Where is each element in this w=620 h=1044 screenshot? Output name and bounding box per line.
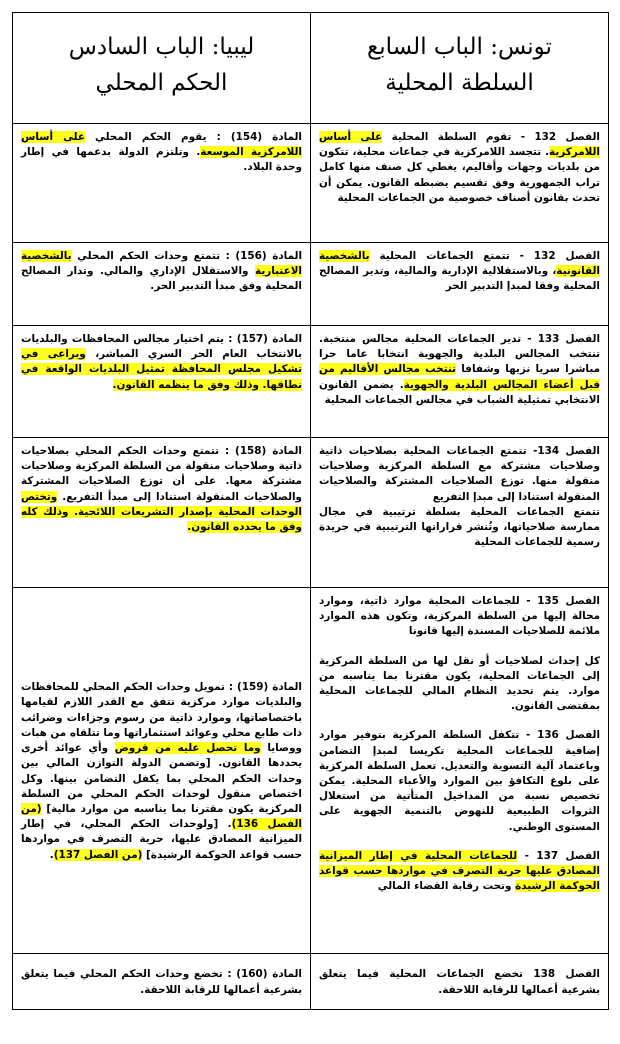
tunisia-cell	[311, 326, 609, 438]
article-text: المادة (159) : تمويل وحدات الحكم المحلي للمحافظات والبلديات موارد مركزية تتفق مع القدر اللازم لقيامها باختصاصاتها، وموارد ذاتية من رسوم وجزاءات وضرائب ذات طابع محلي وعوائد استثماراتها وما تتلقاه من هبات ووصايا	[21, 681, 303, 755]
libya-header	[13, 13, 311, 124]
highlighted-text: على أساس اللامركزية	[319, 131, 600, 159]
libya-cell	[13, 124, 311, 243]
libya-article-157	[21, 332, 302, 393]
table-header-row	[13, 13, 609, 124]
article-text: . يضمن القانون الانتخابي تمثيلية الشباب في مجالس الجماعات المحلية	[319, 378, 600, 406]
libya-article-158	[21, 444, 302, 535]
libya-cell	[13, 243, 311, 326]
libya-article-154	[21, 130, 302, 176]
table-row	[13, 243, 609, 326]
tunisia-article-138: الفصل 138 تخضع الجماعات المحلية فيما يتعلق بشرعية أعمالها للرقابة اللاحقة.	[319, 968, 600, 996]
article-text: الفصل 132 - تتمتع الجماعات المحلية	[369, 250, 601, 262]
tunisia-cell	[311, 438, 609, 588]
highlighted-text: وتختص الوحدات المحلية بإصدار التشريعات اللائحية. وذلك كله وفق ما يحدده القانون.	[21, 490, 302, 534]
article-text: وأي عوائد أخرى يحددها القانون. [وتضمن الدولة التوازن المالي بين وحدات الحكم المحلي بما يكفل التضامن بينها. وكل اختصاص منقول لوحدات الحكم المحلي من السلطة المركزية يكون مقترنا بما يناسبه من موارد مالية]	[21, 742, 302, 815]
highlighted-text: ويراعى في تشكيل مجلس المحافظة تمثيل البلديات الواقعة في نطاقها. وذلك وفق ما ينظمه القانون.	[21, 348, 302, 391]
table-row	[13, 124, 609, 243]
libya-cell	[13, 954, 311, 1010]
highlighted-text: بالشخصية الاعتبارية	[21, 250, 302, 278]
libya-article-160: المادة (160) : تخضع وحدات الحكم المحلي فيما يتعلق بشرعية أعمالها للرقابة اللاحقة.	[21, 968, 302, 996]
libya-article-159	[21, 680, 302, 862]
tunisia-cell	[311, 124, 609, 243]
tunisia-cell	[311, 954, 609, 1010]
libya-header-line1: ليبيا: الباب السادس	[68, 34, 255, 60]
article-text: المادة (156) : تتمتع وحدات الحكم المحلي	[71, 250, 303, 262]
table-row	[13, 588, 609, 954]
article-text: . [ولوحدات الحكم المحلي، في إطار الميزانية المصادق عليها، حرية التصرف في مواردها حسب قواعد الحوكمة الرشيدة]	[21, 818, 302, 861]
highlighted-text: (من الفصل 137)	[53, 848, 143, 861]
table-row	[13, 954, 609, 1010]
tunisia-header-line2: السلطة المحلية	[385, 70, 534, 96]
highlighted-text: للجماعات المحلية في إطار الميزانية المصادق عليها حرية التصرف في مواردها حسب قواعد الحوكمة الرشيدة	[319, 849, 600, 893]
highlighted-text: تنتخب مجالس الأقاليم من قبل أعضاء المجالس البلدية والجهوية	[319, 363, 600, 391]
highlighted-text: على أساس اللامركزية الموسعة	[21, 131, 302, 159]
tunisia-cell	[311, 588, 609, 954]
libya-cell	[13, 438, 311, 588]
tunisia-articles-135-137	[319, 594, 600, 894]
tunisia-header	[311, 13, 609, 124]
article-136-text: الفصل 136 - تتكفل السلطة المركزية بتوفير موارد إضافية للجماعات المحلية تكريسا لمبدإ التضامن وباعتماد آلية التسوية والتعديل. تعمل السلطة المركزية على بلوغ التكافؤ بين الموارد والأعباء المحلية. يمكن تخصيص نسبة من المداخيل المتأتية من استغلال الثروات الطبيعية للنهوض بالتنمية الجهوية على المستوى الوطني.	[319, 729, 601, 833]
article-text: تتمتع الجماعات المحلية بسلطة ترتيبية في مجال ممارسة صلاحياتها، وتُنشر قراراتها الترتيبية في جريدة رسمية للجماعات المحلية	[319, 505, 600, 549]
article-text: . تتجسد اللامركزية في جماعات محلية، تتكون من بلديات وجهات وأقاليم، يغطي كل صنف منها كامل تراب الجمهورية وفق تقسيم يضبطه القانون. يمكن أن تحدث بقانون أصناف خصوصية من الجماعات المحلية	[319, 146, 600, 204]
article-text: كل إحداث لصلاحيات أو نقل لها من السلطة المركزية إلى الجماعات المحلية، يكون مقترنا بما يناسبه من موارد. يتم تحديد النظام المالي للجماعات المحلية بمقتضى القانون.	[319, 654, 600, 713]
article-text: المادة (154) : يقوم الحكم المحلي	[84, 131, 302, 143]
libya-header-line2: الحكم المحلي	[95, 70, 228, 96]
table-row	[13, 438, 609, 588]
tunisia-header-line1: تونس: الباب السابع	[367, 34, 552, 60]
highlighted-text: بالشخصية القانونية	[319, 250, 600, 278]
libya-cell	[13, 326, 311, 438]
tunisia-article-133	[319, 332, 600, 408]
article-text: الفصل 132 - تقوم السلطة المحلية	[382, 131, 600, 143]
highlighted-text: (من الفصل 136)	[21, 802, 302, 831]
table-row	[13, 326, 609, 438]
article-text: وتحت رقابة القضاء المالي	[377, 880, 516, 893]
article-text: . وتلتزم الدولة بدعمها في إطار وحدة البلاد.	[21, 146, 302, 174]
article-text: المادة (157) : يتم اختيار مجالس المحافظات والبلديات بالانتخاب العام الحر السري المباشر،	[21, 333, 303, 361]
article-text: الفصل 137 -	[517, 849, 600, 862]
tunisia-article-134	[319, 444, 600, 550]
libya-cell	[13, 588, 311, 954]
article-text: .	[49, 848, 54, 861]
article-135-text: الفصل 135 - للجماعات المحلية موارد ذاتية، وموارد محالة إليها من السلطة المركزية، وتكون هذه الموارد ملائمة للصلاحيات المسندة إليها قانونا	[319, 595, 600, 638]
tunisia-article-132b	[319, 249, 600, 295]
tunisia-article-132	[319, 130, 600, 206]
article-text: الفصل 133 - تدير الجماعات المحلية مجالس منتخبة. تنتخب المجالس البلدية والجهوية انتخابا عاما حرا مباشرا سريا نزيها وشفافا	[319, 333, 601, 376]
libya-article-156	[21, 249, 302, 295]
article-137-text	[319, 849, 600, 895]
article-text: ، وبالاستقلالية الإدارية والمالية، وتدير المصالح المحلية وفقا لمبدإ التدبير الحر	[319, 265, 600, 293]
article-text: والاستقلال الإداري والمالي. وتدار المصالح المحلية وفق مبدأ التدبير الحر.	[21, 265, 302, 293]
comparison-table	[12, 12, 609, 1010]
highlighted-text: وما تحصل عليه من قروض	[114, 742, 261, 755]
article-text: الفصل 134- تتمتع الجماعات المحلية بصلاحيات ذاتية وصلاحيات مشتركة مع السلطة المركزية وصلاحيات منقولة منها. توزع الصلاحيات المشتركة والصلاحيات المنقولة استنادا إلى مبدإ التفريع	[319, 445, 600, 503]
tunisia-cell	[311, 243, 609, 326]
article-text: المادة (158) : تتمتع وحدات الحكم المحلي بصلاحيات ذاتية وصلاحيات منقولة من السلطة المركزية وصلاحيات مشتركة معها. على أن توزع الصلاحيات المشتركة والصلاحيات المنقولة استنادا إلى مبدأ التفريع.	[21, 445, 302, 503]
